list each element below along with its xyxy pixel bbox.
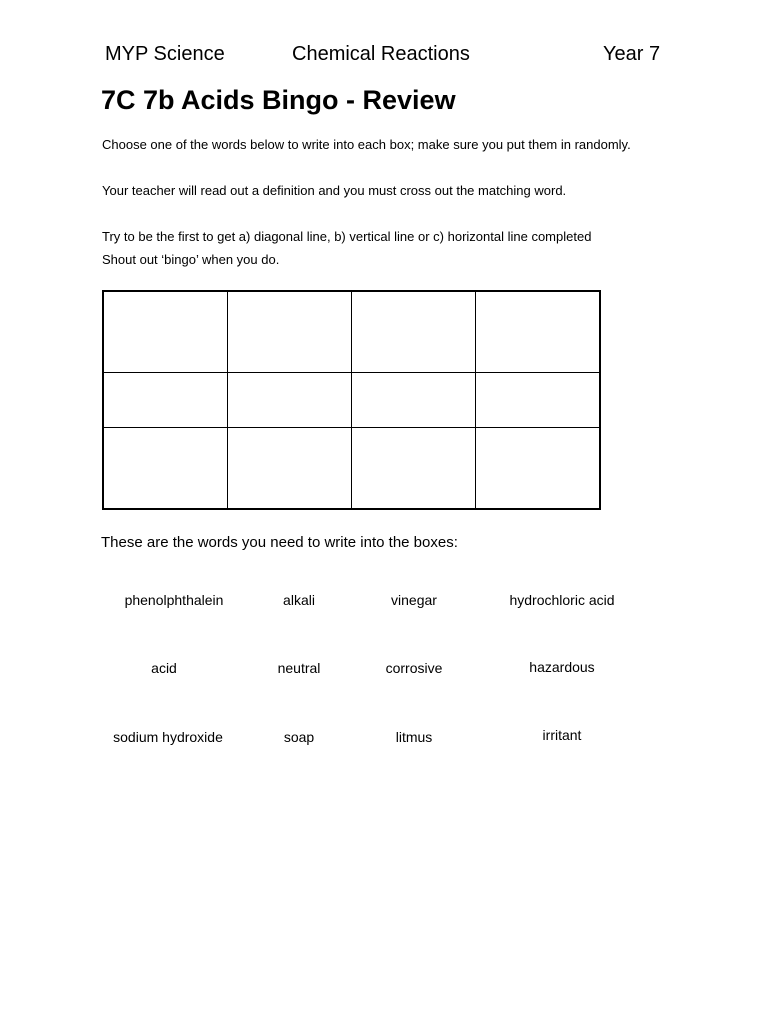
- header-subject: MYP Science: [105, 43, 225, 65]
- word-litmus: litmus: [395, 729, 433, 745]
- bingo-cell[interactable]: [103, 427, 227, 509]
- word-sodium-hydroxide: sodium hydroxide: [113, 729, 223, 745]
- bingo-cell[interactable]: [227, 427, 351, 509]
- header-year: Year 7: [603, 43, 661, 65]
- bingo-cell[interactable]: [476, 291, 600, 373]
- word-alkali: alkali: [283, 592, 315, 608]
- bingo-grid-row: [103, 291, 600, 373]
- page-title: 7C 7b Acids Bingo - Review: [101, 85, 456, 115]
- instruction-lines: Try to be the first to get a) diagonal line, b) vertical line or c) horizontal line completed: [102, 229, 592, 244]
- bingo-grid-row: [103, 427, 600, 509]
- bingo-grid: [102, 290, 601, 510]
- word-soap: soap: [283, 729, 315, 745]
- bingo-cell[interactable]: [352, 427, 476, 509]
- words-heading: These are the words you need to write into the boxes:: [101, 534, 458, 551]
- instruction-shout-bingo: Shout out ‘bingo’ when you do.: [102, 252, 280, 267]
- bingo-cell[interactable]: [227, 291, 351, 373]
- bingo-cell[interactable]: [103, 373, 227, 428]
- word-hazardous: hazardous: [529, 659, 595, 675]
- word-phenolphthalein: phenolphthalein: [124, 592, 224, 608]
- bingo-cell[interactable]: [103, 291, 227, 373]
- word-acid: acid: [151, 660, 177, 676]
- bingo-cell[interactable]: [352, 373, 476, 428]
- word-corrosive: corrosive: [385, 660, 443, 676]
- instruction-choose-words: Choose one of the words below to write into each box; make sure you put them in randomly.: [102, 137, 631, 152]
- word-hydrochloric-acid: hydrochloric acid: [509, 592, 615, 608]
- bingo-cell[interactable]: [227, 373, 351, 428]
- bingo-cell[interactable]: [352, 291, 476, 373]
- bingo-cell[interactable]: [476, 373, 600, 428]
- bingo-grid-row: [103, 373, 600, 428]
- header-topic: Chemical Reactions: [292, 43, 470, 65]
- instruction-cross-out: Your teacher will read out a definition and you must cross out the matching word.: [102, 183, 567, 198]
- bingo-cell[interactable]: [476, 427, 600, 509]
- word-irritant: irritant: [542, 727, 582, 743]
- word-vinegar: vinegar: [391, 592, 437, 608]
- word-neutral: neutral: [277, 660, 321, 676]
